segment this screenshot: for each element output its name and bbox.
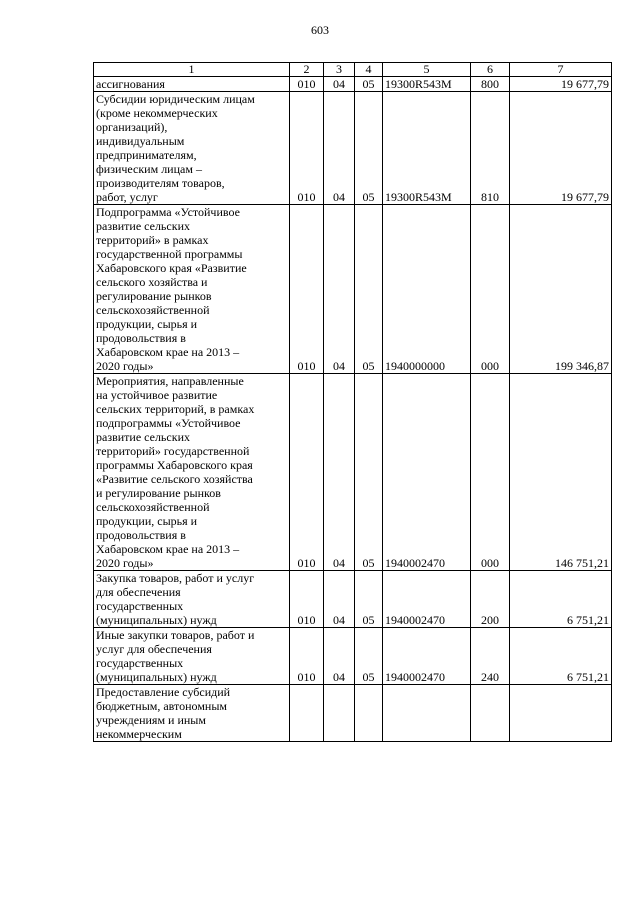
row-name-line: территорий» в рамках [96, 233, 209, 247]
row-name-line: подпрограммы «Устойчивое [96, 416, 241, 430]
ministry-code: 010 [290, 374, 324, 571]
row-name-line: некоммерческим [96, 727, 182, 741]
amount: 146 751,21 [510, 374, 612, 571]
section-code: 04 [324, 571, 355, 628]
table-row [94, 685, 612, 742]
ministry-code: 010 [290, 77, 324, 92]
row-name-line: бюджетным, автономным [96, 699, 227, 713]
row-name-line: предпринимателям, [96, 148, 197, 162]
subsection-code [355, 685, 383, 742]
amount: 19 677,79 [510, 92, 612, 205]
section-code: 04 [324, 374, 355, 571]
column-header: 1 [94, 63, 290, 77]
row-name-line: продукции, сырья и [96, 317, 198, 331]
subsection-code: 05 [355, 374, 383, 571]
expense-type-code: 200 [471, 571, 510, 628]
expense-type-code: 000 [471, 205, 510, 374]
column-header: 4 [355, 63, 383, 77]
row-name-line: государственных [96, 599, 184, 613]
row-name-line: Предоставление субсидий [96, 685, 231, 699]
row-name-line: продовольствия в [96, 528, 186, 542]
section-code [324, 685, 355, 742]
table-row [94, 374, 612, 571]
row-name-line: «Развитие сельского хозяйства [96, 472, 253, 486]
row-name-line: Субсидии юридическим лицам [96, 92, 255, 106]
row-name-line: сельскохозяйственной [96, 303, 210, 317]
column-header: 3 [324, 63, 355, 77]
row-name [94, 685, 290, 742]
page-number: 603 [311, 23, 329, 37]
row-name-line: Хабаровском крае на 2013 – [96, 542, 240, 556]
row-name-line: организаций), [96, 120, 168, 134]
target-article-code: 19300R543M [383, 92, 471, 205]
row-name-line: программы Хабаровского края [96, 458, 253, 472]
row-name-line: сельских территорий, в рамках [96, 402, 255, 416]
amount: 19 677,79 [510, 77, 612, 92]
row-name-line: развитие сельских [96, 219, 190, 233]
target-article-code [383, 685, 471, 742]
row-name-line: 2020 годы» [96, 556, 154, 570]
row-name-line: Закупка товаров, работ и услуг [96, 571, 255, 585]
row-name-line: услуг для обеспечения [96, 642, 212, 656]
target-article-code: 1940002470 [383, 628, 471, 685]
table-row [94, 205, 612, 374]
ministry-code: 010 [290, 571, 324, 628]
row-name-line: Хабаровского края «Развитие [96, 261, 247, 275]
row-name-line: государственных [96, 656, 184, 670]
row-name-line: сельского хозяйства и [96, 275, 208, 289]
amount [510, 685, 612, 742]
row-name [94, 205, 290, 374]
row-name-line: работ, услуг [96, 190, 158, 204]
column-header: 5 [383, 63, 471, 77]
row-name-line: государственной программы [96, 247, 243, 261]
amount: 6 751,21 [510, 628, 612, 685]
ministry-code: 010 [290, 92, 324, 205]
row-name-line: 2020 годы» [96, 359, 154, 373]
row-name-line: развитие сельских [96, 430, 190, 444]
table-row [94, 92, 612, 205]
subsection-code: 05 [355, 571, 383, 628]
column-header: 6 [471, 63, 510, 77]
ministry-code: 010 [290, 628, 324, 685]
expense-type-code: 800 [471, 77, 510, 92]
section-code: 04 [324, 205, 355, 374]
section-code: 04 [324, 77, 355, 92]
row-name-line: территорий» государственной [96, 444, 250, 458]
row-name-line: (муниципальных) нужд [96, 670, 217, 684]
table-row [94, 628, 612, 685]
row-name-line: (муниципальных) нужд [96, 613, 217, 627]
target-article-code: 19300R543M [383, 77, 471, 92]
row-name-line: сельскохозяйственной [96, 500, 210, 514]
table-row [94, 77, 612, 92]
row-name-line: Иные закупки товаров, работ и [96, 628, 255, 642]
expense-type-code [471, 685, 510, 742]
amount: 6 751,21 [510, 571, 612, 628]
row-name [94, 628, 290, 685]
table-row [94, 571, 612, 628]
row-name-line: для обеспечения [96, 585, 181, 599]
row-name-line: учреждениям и иным [96, 713, 206, 727]
row-name [94, 374, 290, 571]
budget-table [93, 62, 612, 742]
row-name-line: ассигнования [96, 77, 165, 91]
expense-type-code: 000 [471, 374, 510, 571]
table-header-row [94, 63, 612, 77]
subsection-code: 05 [355, 92, 383, 205]
subsection-code: 05 [355, 205, 383, 374]
amount: 199 346,87 [510, 205, 612, 374]
row-name-line: индивидуальным [96, 134, 185, 148]
row-name-line: (кроме некоммерческих [96, 106, 218, 120]
row-name-line: регулирование рынков [96, 289, 212, 303]
row-name-line: Мероприятия, направленные [96, 374, 244, 388]
row-name-line: физическим лицам – [96, 162, 202, 176]
row-name [94, 571, 290, 628]
row-name-line: продовольствия в [96, 331, 186, 345]
ministry-code: 010 [290, 205, 324, 374]
subsection-code: 05 [355, 628, 383, 685]
target-article-code: 1940002470 [383, 374, 471, 571]
ministry-code [290, 685, 324, 742]
row-name-line: и регулирование рынков [96, 486, 221, 500]
row-name-line: Хабаровском крае на 2013 – [96, 345, 240, 359]
row-name-line: на устойчивое развитие [96, 388, 218, 402]
row-name [94, 92, 290, 205]
target-article-code: 1940002470 [383, 571, 471, 628]
section-code: 04 [324, 628, 355, 685]
row-name-line: производителям товаров, [96, 176, 225, 190]
row-name [94, 77, 290, 92]
expense-type-code: 240 [471, 628, 510, 685]
target-article-code: 1940000000 [383, 205, 471, 374]
row-name-line: Подпрограмма «Устойчивое [96, 205, 240, 219]
expense-type-code: 810 [471, 92, 510, 205]
section-code: 04 [324, 92, 355, 205]
column-header: 7 [510, 63, 612, 77]
column-header: 2 [290, 63, 324, 77]
row-name-line: продукции, сырья и [96, 514, 198, 528]
subsection-code: 05 [355, 77, 383, 92]
